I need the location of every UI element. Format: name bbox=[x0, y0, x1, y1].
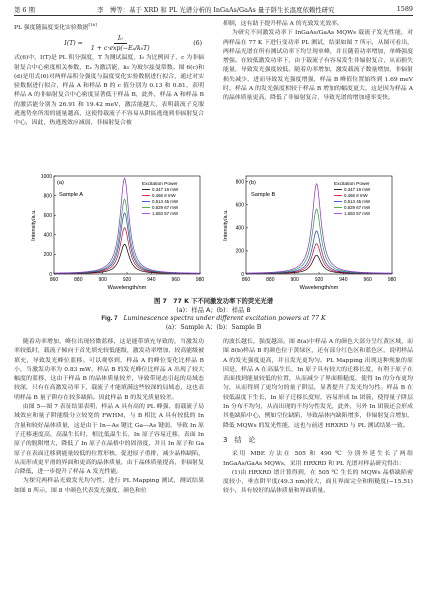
right-column-bottom bbox=[223, 338, 413, 497]
paragraph-body: 的波长越长，强度越高。图 8(a)中样品 A 的颜色大部分呈红黄区域，而图 8(b)样品 B 的颜色位于黄绿区，还有部分红色区和蓝色区，说明样品 A 的发光强度更高，并且发光更均匀。PL Mapping 出现这种现象的原因是，样品 A 在高温生长，In 原子具有较大的迁移长度，有利于原子在表面找到能量较低的位置，从而减少了界面粗糙度，使得 In 的分布更均匀，从而得到了更均匀的量子阱层，显著提升了发光均匀性。样品 B 在较低温度下生长，In 原子迁移长度短，容易形成 In 团簇，使得量子阱层 In 分布不均匀，从而出现的不均匀性发光，此外，另外 In 团簇还会形成其他缺陷中心，例如空位缺陷，导致晶体内缺陷增多，非辐射复合增加，降低 MQWs 的发光性能，这也与前述 HRXRD 与 PL 测试结果一致。 bbox=[223, 339, 413, 429]
x-tick-label: 880 bbox=[74, 277, 83, 283]
x-tick-label: 900 bbox=[290, 277, 299, 283]
x-tick-label: 960 bbox=[363, 277, 372, 283]
x-tick-label: 960 bbox=[171, 277, 180, 283]
sample-label: Sample A bbox=[59, 192, 83, 198]
x-tick-label: 980 bbox=[195, 277, 205, 283]
paragraph-body: 随着功率增加，峰位出现轻微蓝移，这是能带填充导致的。当激发功率较低时，载流子倾向于首先填充较低能级，激发功率增加，较高能级被填充，导致发光峰位蓝移。可以观察到，样品 A 的峰位变化比样品 B 小，当激发功率为 0.83 mW，样品 B 的发光峰位比样品 A 出现了较大幅度的蓝移，这由于样品 B 的晶体质量较差，导致带尾态引起的局域态较深，只有在高激发功率下，载流子才能填满这些较深的局域态，这也表明样品 B 量子阱存在较多缺陷。因此样品 B 的发光质量较差。 bbox=[14, 339, 204, 401]
y-tick-label: 0 bbox=[49, 271, 52, 278]
figure-caption-cn: 图 7 77 K 下不同激发功率下的荧光光谱 (a)：样品 A；(b)：样品 B bbox=[153, 298, 274, 314]
series-line bbox=[54, 228, 200, 274]
x-tick-label: 920 bbox=[122, 277, 132, 283]
x-tick-label: 860 bbox=[241, 277, 251, 283]
series-line bbox=[246, 255, 392, 273]
paragraph-body: 为探究两样品光致发光均匀性，进行 PL Mapping 测试，测试结果如图 8 所示，图 8 中颜色代表发光强度，颜色和位 bbox=[14, 478, 204, 494]
y-tick-label: 400 bbox=[43, 232, 52, 239]
running-header bbox=[14, 5, 413, 14]
paragraph-body: 式(6)中，I(T)是 PL 积分强度，T 为测试温度，I₀ 为比例因子，c 为非辐射复合中心密度相关参数，Eₐ 为激活能，k₀ 为玻尔兹曼常数。图 6(c)和(d)是用式(6)对两样品积分强度与温度变化实验数据进行拟合，通过对实验数据进行拟合，样品 A 和样品 B 的 c 值分别为 0.13 和 0.81，表明样品 A 的非辐射复合中心密度显著低于样品 B，此外，样品 A 和样品 B 的激活能分别为 26.91 和 19.42 meV，激活能越大，表明载流子克服逃逸势垒所需的能量越高，这使得载流子不容易从阱區逃逸到非辐射复合中心，因此，热逃逸效应减弱，非辐射复合被 bbox=[14, 55, 204, 127]
x-axis-label: Wavelength/nm bbox=[107, 285, 147, 291]
y-tick-label: 1000 bbox=[40, 173, 52, 180]
legend-entry: 1.693 57 mW bbox=[152, 211, 179, 216]
legend-entry: 0.513 45 mW bbox=[344, 199, 371, 204]
panel-label: (a) bbox=[57, 180, 64, 186]
legend-entry: 0.466 8 mW bbox=[344, 193, 368, 198]
header-rule bbox=[14, 15, 413, 16]
sample-label: Sample B bbox=[251, 192, 276, 198]
issue-number: 第 6 期 bbox=[14, 6, 35, 14]
paragraph-body: 由图 5—图 7 表征结果表明，样品 A 具有高的 PL 峰强、弱载流子局域效应和量子阱能级分立较宽的 FWHM，与 B 相比 A 具有较低的 In 含量和较好晶体质量，这是由于 In—As 键比 Ga—As 键弱，导致 In 原子迁移速度高，高温生长时，相比低温生长，In 原子容易迁移，表面 In 原子的脱附增大，降低了 In 原子在晶格中的固溶度，并且 In 原子和 Ga 原子在表面迁移到能量较低的位置形核，促进原子重排，减少晶格缺陷，从而形成更平滑的界面和更高的晶体质量，由于晶体质量提高，非辐射复合降低，进一步提升了样品 A 发光性能。 bbox=[14, 404, 204, 476]
left-column-bottom bbox=[14, 338, 204, 496]
x-tick-label: 920 bbox=[314, 277, 324, 283]
y-tick-label: 0 bbox=[241, 271, 244, 278]
running-title: 李 博等：基于 XRD 和 PL 光谱分析的 InGaAs/GaAs 量子阱生长温度依赖性研究 bbox=[97, 6, 335, 14]
section-heading: 3 结 论 bbox=[223, 435, 256, 444]
page-number: 1589 bbox=[396, 5, 413, 13]
x-tick-label: 940 bbox=[147, 277, 156, 283]
series-line bbox=[54, 244, 200, 273]
series-line bbox=[54, 213, 200, 273]
left-column-top bbox=[14, 20, 204, 129]
x-axis-label: Wavelength/nm bbox=[299, 285, 339, 291]
legend-entry: 1.693 57 mW bbox=[344, 211, 371, 216]
panel-label: (b) bbox=[249, 180, 256, 186]
legend-entry: 0.829 67 mW bbox=[344, 205, 371, 210]
y-tick-label: 600 bbox=[235, 202, 244, 209]
series-line bbox=[246, 231, 392, 273]
figure-caption-en: Fig. 7 Luminescence spectra under different excitation powers at 77 K (a)：Sample A；(b)：Sample B bbox=[101, 315, 326, 331]
paragraph-intro: PL 强度随温度变化实验数据[16] bbox=[14, 22, 97, 31]
y-tick-label: 200 bbox=[43, 252, 52, 259]
x-tick-label: 900 bbox=[98, 277, 107, 283]
legend-entry: 0.513 45 mW bbox=[152, 199, 179, 204]
paragraph-body: 为研究不同激发功率下 InGaAs/GaAs MQWs 载流子发光性能，对两样品在 77 K 下进行变功率 PL 测试，结果如图 7 所示，从图可看出，两样品光谱在所有测试功率下均呈现单峰，并且随着功率增加，单峰强度增强。在较低激发功率下，由于载流子有容易发生非辐射复合，从而损失能量，导致发光强度较低。随着功率增加，激发载流子数量增加，非辐射损失减少，进而导致发光强度增强，样品 B 峰值位置始终到 1.69 meV 时，样品 A 的发光强度相较于样品 B 增加的幅度更大，这是因为样品 A 的晶体质量更高，降低了非辐射复合，导致光谱的增加速率变快。 bbox=[223, 30, 413, 102]
y-tick-label: 400 bbox=[235, 225, 244, 232]
chart-panel-b bbox=[222, 170, 397, 296]
y-tick-label: 800 bbox=[235, 179, 244, 186]
paragraph-body: 抑制，这有助于提升样品 A 的光致发光效率。 bbox=[223, 21, 343, 27]
figure-7 bbox=[30, 170, 397, 296]
legend-entry: 0.466 8 mW bbox=[152, 193, 176, 198]
x-tick-label: 860 bbox=[49, 277, 59, 283]
paragraph-body: 采用 MBE 方法在 505 和 490 ℃ 分别外延生长了两组 InGaAs/GaAs MQWs，采用 HRXRD 和 PL 光谱对样品研究得出： bbox=[223, 451, 413, 467]
series-line bbox=[246, 209, 392, 273]
chart-panel-a bbox=[30, 170, 205, 296]
legend-entry: 0.347 19 mW bbox=[344, 187, 371, 192]
legend-title: Excitation Power bbox=[142, 182, 178, 187]
equation-6: I(T) = $\frac{\text{I₀}}{\text{1 + c·exp(−Eₐ/k₀T)}}$ (6) bbox=[64, 34, 202, 53]
y-tick-label: 800 bbox=[43, 193, 52, 200]
y-tick-label: 200 bbox=[235, 248, 244, 255]
legend-title: Excitation Power bbox=[334, 182, 370, 187]
legend-entry: 0.829 67 mW bbox=[152, 205, 179, 210]
y-axis-label: Intensity/a.u. bbox=[31, 209, 37, 241]
y-tick-label: 600 bbox=[43, 213, 52, 219]
right-column-top bbox=[223, 20, 413, 104]
x-tick-label: 980 bbox=[387, 277, 397, 283]
y-axis-label: Intensity/a.u. bbox=[223, 209, 229, 241]
paragraph-body: (1)由 HRXRD 谱计算得到，在 505 ℃ 生长的 MQWs 晶格缺陷密度较小，垂直阱平度(49.3 nm)较大，面且界面完全和粗糙度(−15.51)较小，具有较好的晶体质量和界面质量。 bbox=[223, 469, 413, 495]
x-tick-label: 940 bbox=[339, 277, 348, 283]
x-tick-label: 880 bbox=[266, 277, 275, 283]
legend-entry: 0.347 19 mW bbox=[152, 187, 179, 192]
